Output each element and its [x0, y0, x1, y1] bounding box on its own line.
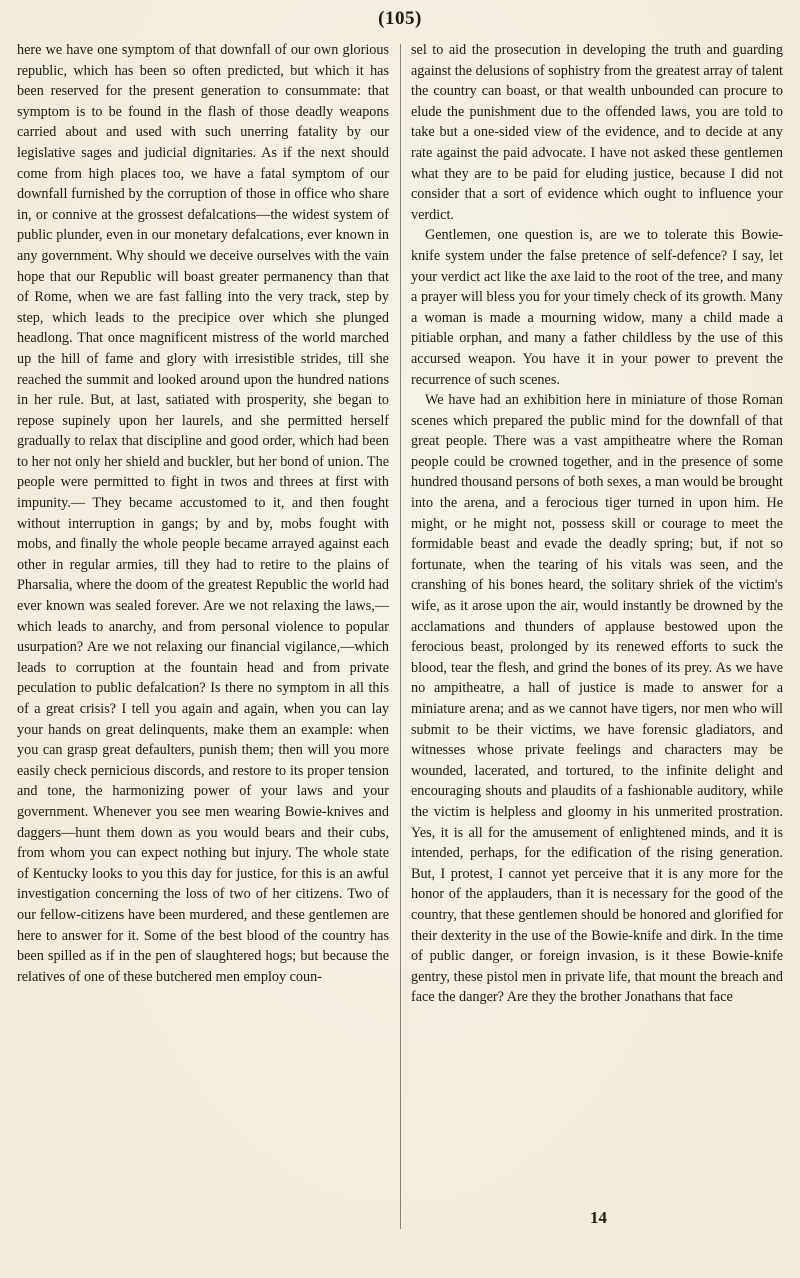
- signature-mark: 14: [590, 1208, 607, 1227]
- paragraph: sel to aid the prosecution in developing the truth and guarding against the delusions of sophistry from the greatest array of talent the country can boast, or that wealth unbounded can procure to elude the punishment due to the offended laws, you are told to take but a one-sided view of the evidence, and to decide at any rate against the paid advocate. I have not asked these gentlemen what they are to be paid for eluding justice, because I did not consider that a sort of evidence which ought to influence your verdict.: [411, 42, 783, 223]
- paragraph: here we have one symptom of that downfall of our own glorious republic, which has been so often predicted, but which it has been reserved for the present generation to consummate: that symptom is to be found in the flash of those deadly weapons carried about and used with such unerring fatality by our legislative sages and judicial dignitaries. As if the next should come from high places too, we have a fatal symptom of our downfall furnished by the corruption of those in office who share in, or connive at the grossest defalcations—the widest system of public plunder, even in our monetary defalcations, ever known in any government. Why should we deceive ourselves with the vain hope that our Republic will boast greater permanency than that of Rome, when we are fast falling into the very track, step by step, which leads to the precipice over which she plunged headlong. That once magnificent mistress of the world marched up the hill of fame and glory with irresistible strides, till she reached the summit and looked around upon the hundred nations in her rule. But, at last, satiated with prosperity, she began to repose supinely upon her laurels, and she permitted herself gradually to relax that discipline and good order, which had been to her not only her shield and buckler, but her bond of union. The people were permitted to fight in twos and threes at first with impunity.— They became accustomed to it, and then fought without interruption in gangs; by and by, mobs fought with mobs, and finally the whole people became arrayed against each other in regular armies, till they had to retire to the plains of Pharsalia, where the doom of the greatest Republic the world had ever known was sealed forever. Are we not relaxing the laws,—which leads to anarchy, and from personal violence to popular usurpation? Are we not relaxing our financial vigilance,—which leads to corruption at the fountain head and from private peculation to public defalcation? Is there no symptom in all this of a great crisis? I tell you again and again, when you can lay your hands on great delinquents, make them an example: when you can grasp great defaulters, punish them; then will you more easily check pernicious discords, and restore to its proper tension and tone, the harmonizing power of your laws and your government. Whenever you see men wearing Bowie-knives and daggers—hunt them down as you would bears and their cubs, from whom you can expect nothing but injury. The whole state of Kentucky looks to you this day for justice, for this is an awful investigation concerning the loss of two of her citizens. Two of our fellow-citizens have been murdered, and these gentlemen are here to answer for it. Some of the best blood of the country has been spilled as if in the pen of slaughtered hogs; but because the relatives of one of these butchered men employ coun-: [17, 42, 389, 985]
- page-number: (105): [378, 8, 422, 29]
- paragraph: We have had an exhibition here in miniature of those Roman scenes which prepared the public mind for the downfall of that great people. There was a vast ampitheatre where the Roman people could be crowned together, and in the presence of some hundred thousand persons of both sexes, a man would be brought into the arena, and a ferocious tiger turned in upon him. He might, or he might not, possess skill or courage to meet the formidable beast and evade the deadly spring; but, if not so fortunate, when the tearing of his vitals was seen, and the cranshing of his bones heard, the solitary shriek of the victim's wife, as it arose upon the air, would instantly be drowned by the acclamations and thunders of applause bestowed upon the ferocious beast, prolonged by its renewed efforts to suck the blood, tear the flesh, and grind the bones of its prey. As we have no ampitheatre, a hall of justice is made to answer for a miniature arena; and as we cannot have tigers, nor men who will submit to be their victims, we have forensic gladiators, and witnesses whose private feelings and characters may be wounded, lacerated, and tortured, to the infinite delight and encouraging shouts and plaudits of a fashionable auditory, while the victim is helpless and gloomy in his unmerited prostration. Yes, it is all for the amusement of enlightened minds, and it is intended, perhaps, for the edification of the rising generation. But, I protest, I cannot yet perceive that it is any more for the honor of the applauders, than it is necessary for the good of the country, that these gentlemen should be honored and glorified for their dexterity in the use of the Bowie-knife and dirk. In the time of public danger, or foreign invasion, is it these Bowie-knife gentry, these pistol men in private life, that mount the breach and face the danger? Are they the brother Jonathans that face: [411, 392, 783, 1006]
- paragraph: Gentlemen, one question is, are we to tolerate this Bowie-knife system under the false pretence of self-defence? I say, let your verdict act like the axe laid to the root of the tree, and many a prayer will bless you for your timely check of its growth. Many a woman is made a mourning widow, many a child made a pitiable orphan, and many a father childless by the use of this accursed weapon. You have it in your power to prevent the recurrence of such scenes.: [411, 227, 783, 388]
- left-column: [17, 40, 389, 987]
- right-column: [411, 40, 783, 1008]
- column-divider: [400, 44, 401, 1229]
